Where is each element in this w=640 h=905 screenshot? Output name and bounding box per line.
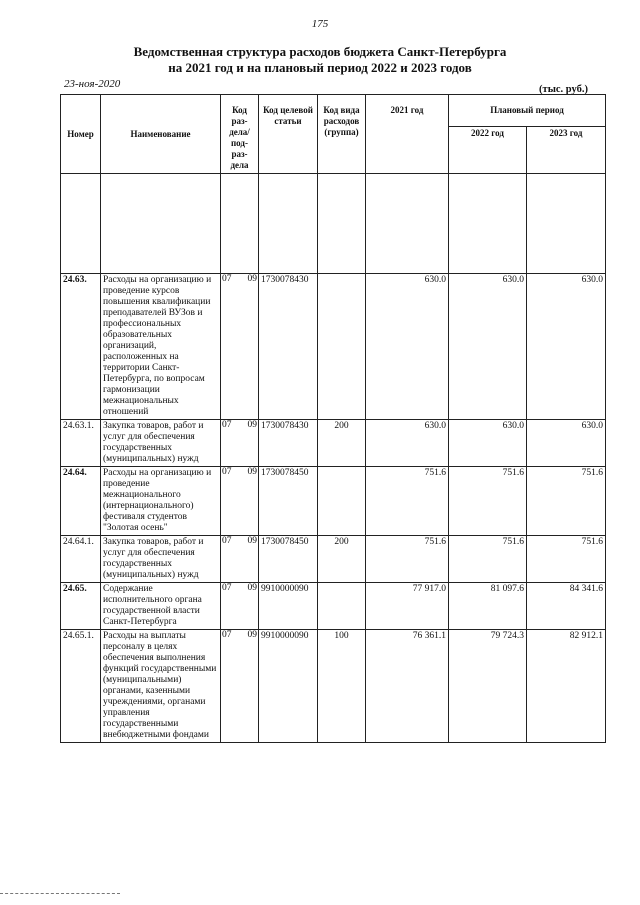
document-title	[0, 44, 640, 76]
bottom-divider	[0, 893, 120, 894]
row-value-2021: 751.6	[366, 536, 449, 583]
row-number: 24.63.	[61, 274, 101, 420]
row-value-2023: 630.0	[527, 274, 606, 420]
document-date: 23-ноя-2020	[64, 78, 121, 90]
row-target-code: 9910000090	[259, 583, 318, 630]
row-number: 24.64.1.	[61, 536, 101, 583]
table-row	[61, 583, 606, 630]
title-line-2: на 2021 год и на плановый период 2022 и 2023 годов	[168, 60, 472, 75]
page-number: 175	[311, 18, 329, 30]
header-2023: 2023 год	[527, 126, 606, 173]
row-value-2022: 751.6	[449, 536, 527, 583]
row-type-code: 200	[318, 420, 366, 467]
row-target-code: 1730078430	[259, 274, 318, 420]
row-number: 24.65.1.	[61, 630, 101, 743]
row-section-code: 07 09	[221, 420, 259, 467]
header-number: Номер	[61, 95, 101, 174]
row-target-code: 1730078450	[259, 536, 318, 583]
row-section-code: 07 09	[221, 274, 259, 420]
row-value-2022: 79 724.3	[449, 630, 527, 743]
row-target-code: 1730078450	[259, 467, 318, 536]
expenditure-table	[60, 94, 606, 743]
row-type-code	[318, 467, 366, 536]
row-value-2021: 77 917.0	[366, 583, 449, 630]
header-type-code: Код вида расходов (группа)	[318, 95, 366, 174]
row-type-code: 100	[318, 630, 366, 743]
row-type-code	[318, 583, 366, 630]
row-name: Расходы на организацию и проведение межнационального (интернационального) фестиваля студентов "Золотая осень"	[101, 467, 221, 536]
title-line-1: Ведомственная структура расходов бюджета Санкт-Петербурга	[133, 44, 507, 59]
row-section-code: 07 09	[221, 467, 259, 536]
row-value-2023: 751.6	[527, 536, 606, 583]
row-value-2021: 630.0	[366, 274, 449, 420]
table-row	[61, 536, 606, 583]
row-value-2022: 751.6	[449, 467, 527, 536]
row-name: Содержание исполнительного органа государственной власти Санкт-Петербурга	[101, 583, 221, 630]
row-type-code	[318, 274, 366, 420]
row-value-2022: 630.0	[449, 420, 527, 467]
row-number: 24.65.	[61, 583, 101, 630]
header-2022: 2022 год	[449, 126, 527, 173]
row-target-code: 1730078430	[259, 420, 318, 467]
row-value-2023: 82 912.1	[527, 630, 606, 743]
row-section-code: 07 09	[221, 583, 259, 630]
row-value-2021: 76 361.1	[366, 630, 449, 743]
header-name: Наименование	[101, 95, 221, 174]
row-value-2023: 751.6	[527, 467, 606, 536]
row-name: Закупка товаров, работ и услуг для обеспечения государственных (муниципальных) нужд	[101, 536, 221, 583]
row-value-2023: 630.0	[527, 420, 606, 467]
row-value-2022: 81 097.6	[449, 583, 527, 630]
table-row	[61, 420, 606, 467]
table-row	[61, 467, 606, 536]
row-section-code: 07 09	[221, 630, 259, 743]
table-row	[61, 630, 606, 743]
row-name: Закупка товаров, работ и услуг для обеспечения государственных (муниципальных) нужд	[101, 420, 221, 467]
row-target-code: 9910000090	[259, 630, 318, 743]
row-name: Расходы на выплаты персоналу в целях обеспечения выполнения функций государственными (муниципальными) органами, казенными учреждениями, органами управления государственными внебюджетными фондами	[101, 630, 221, 743]
header-section-code: Код раз-дела/ под-раз-дела	[221, 95, 259, 174]
header-2021: 2021 год	[366, 95, 449, 174]
row-type-code: 200	[318, 536, 366, 583]
row-value-2021: 751.6	[366, 467, 449, 536]
row-name: Расходы на организацию и проведение курсов повышения квалификации преподавателей ВУЗов и профессиональных образовательных организаций, расположенных на территории Санкт-Петербурга, по вопросам гармонизации межнациональных отношений	[101, 274, 221, 420]
row-number: 24.63.1.	[61, 420, 101, 467]
table-row	[61, 274, 606, 420]
units-label: (тыс. руб.)	[539, 84, 588, 95]
row-section-code: 07 09	[221, 536, 259, 583]
row-value-2021: 630.0	[366, 420, 449, 467]
header-target-code: Код целевой статьи	[259, 95, 318, 174]
row-number: 24.64.	[61, 467, 101, 536]
row-value-2023: 84 341.6	[527, 583, 606, 630]
header-planned-period: Плановый период	[449, 95, 606, 127]
row-value-2022: 630.0	[449, 274, 527, 420]
